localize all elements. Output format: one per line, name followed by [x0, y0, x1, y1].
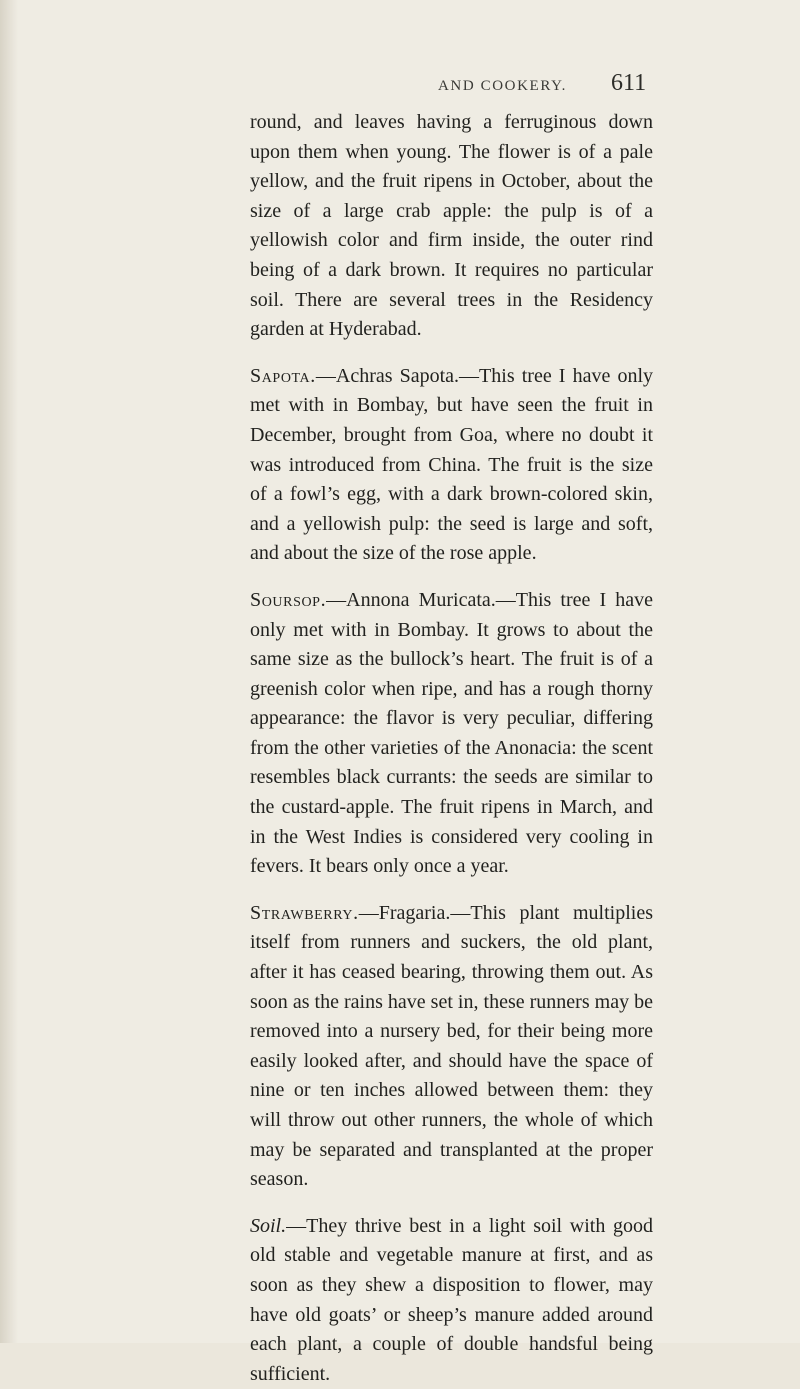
paragraph-text: —Fragaria.—This plant multiplies itself from runners and suckers, the old plant, after it has ceased bearing, throwing them out. As soon as the rains have set in, these runners may be removed into a nursery bed, for their being more easily looked after, and should have the space of nine or ten inches allowed between them: they will throw out other runners, the whole of which may be separated and transplanted at the proper season. — [250, 901, 653, 1191]
page-gutter-shadow — [0, 0, 18, 1343]
paragraph-continuation — [250, 108, 653, 345]
entry-heading-strawberry: Strawberry. — [250, 901, 359, 924]
running-head: AND COOKERY. — [438, 78, 567, 94]
paragraph-text: round, and leaves having a ferruginous down upon them when young. The flower is of a pale yellow, and the fruit ripens in October, about the size of a large crab apple: the pulp is of a yellowish color and firm inside, the outer rind being of a dark brown. It requires no particular soil. There are several trees in the Residency garden at Hyderabad. — [250, 111, 653, 341]
paragraph-text: —Achras Sapota.—This tree I have only met with in Bombay, but have seen the fruit in December, brought from Goa, where no doubt it was introduced from China. The fruit is the size of a fowl’s egg, with a dark brown-colored skin, and a yellowish pulp: the seed is large and soft, and about the size of the rose apple. — [250, 364, 653, 565]
entry-heading-sapota: Sapota. — [250, 364, 316, 387]
paragraph-sapota — [250, 362, 653, 569]
paragraph-soil — [250, 1212, 653, 1389]
paragraph-text: —They thrive best in a light soil with good old stable and vegetable manure at first, and as soon as they shew a disposition to flower, may have old goats’ or sheep’s manure added around each plant, a couple of double handsful being sufficient. — [250, 1214, 653, 1385]
entry-heading-soursop: Soursop. — [250, 588, 327, 611]
body-text — [250, 108, 653, 1389]
paragraph-text: —Annona Muricata.—This tree I have only met with in Bombay. It grows to about the same size as the bullock’s heart. The fruit is of a greenish color when ripe, and has a rough thorny appearance: the flavor is very peculiar, differing from the other varieties of the Anonacia: the scent resembles black currants: the seeds are similar to the custard-apple. The fruit ripens in March, and in the West Indies is considered very cooling in fevers. It bears only once a year. — [250, 588, 653, 878]
page-header — [0, 70, 800, 110]
paragraph-strawberry — [250, 899, 653, 1195]
paragraph-soursop — [250, 586, 653, 882]
page-number: 611 — [611, 70, 647, 96]
entry-heading-soil: Soil. — [250, 1214, 287, 1237]
